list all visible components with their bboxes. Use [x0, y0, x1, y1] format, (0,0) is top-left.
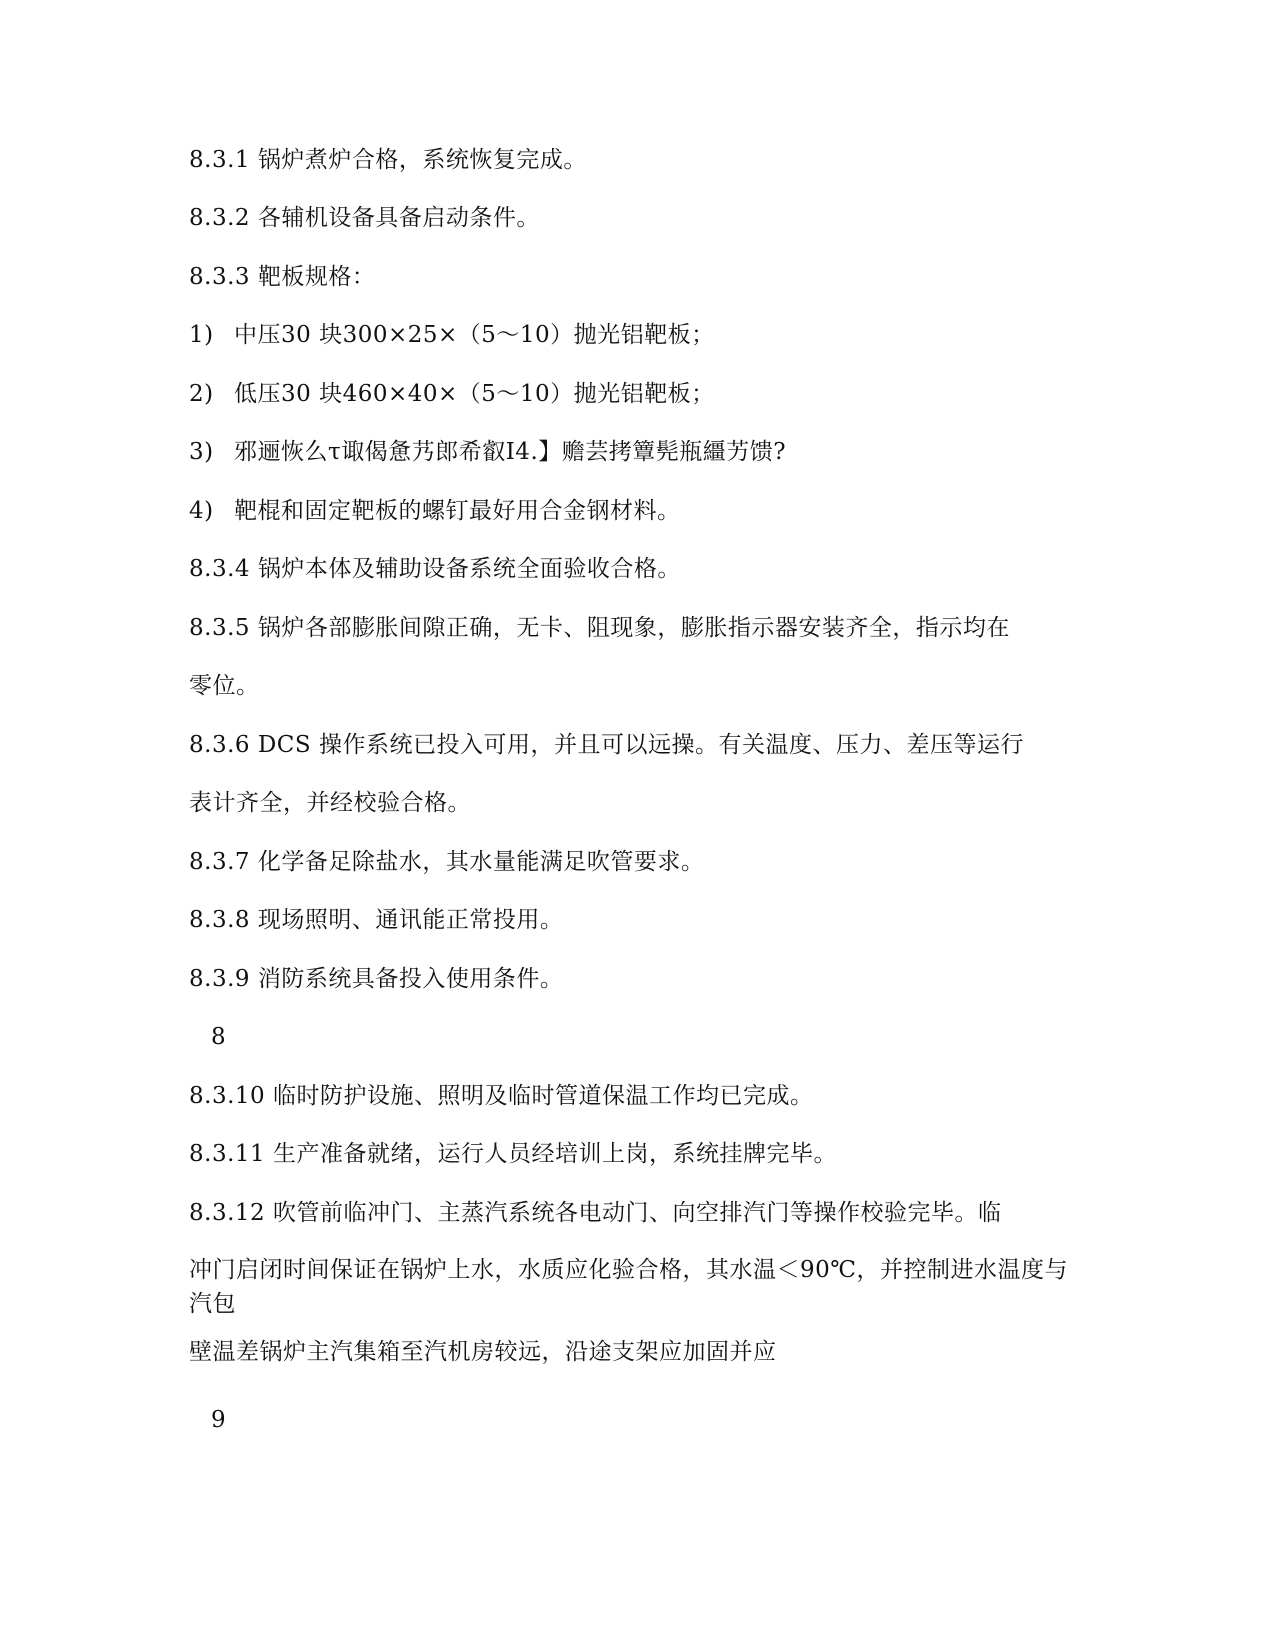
list-item-text: 邪逦恢么τ诹偈惫艿郎希叡I4.】赡芸拷簟髡瓶繮艻馈?: [234, 439, 787, 465]
paragraph-8-3-6-line2: 表计齐全，并经校验合格。: [189, 790, 471, 816]
paragraph-8-3-12-line3: 壁温差锅炉主汽集箱至汽机房较远，沿途支架应加固并应: [189, 1339, 777, 1365]
paragraph-8-3-10: 8.3.10 临时防护设施、照明及临时管道保温工作均已完成。: [189, 1083, 814, 1109]
list-item-1: [189, 321, 715, 349]
list-item-number: 4): [189, 498, 214, 524]
list-item-number: 2): [189, 381, 214, 407]
paragraph-8-3-12-line1: 8.3.12 吹管前临冲门、主蒸汽系统各电动门、向空排汽门等操作校验完毕。临: [189, 1200, 1002, 1226]
paragraph-8-3-8: 8.3.8 现场照明、通讯能正常投用。: [189, 907, 564, 933]
list-item-4: [189, 497, 681, 525]
page-number: 8: [211, 1024, 226, 1050]
paragraph-8-3-5-line1: 8.3.5 锅炉各部膨胀间隙正确，无卡、阻现象，膨胀指示器安装齐全，指示均在: [189, 615, 1010, 641]
paragraph-8-3-6-line1: 8.3.6 DCS 操作系统已投入可用，并且可以远操。有关温度、压力、差压等运行: [189, 732, 1024, 758]
list-item-text: 低压30 块460×40×（5～10）抛光铝靶板；: [234, 381, 715, 407]
paragraph-8-3-12-line2: 冲门启闭时间保证在锅炉上水，水质应化验合格，其水温＜90℃，并控制进水温度与汽包: [189, 1257, 1068, 1317]
paragraph-8-3-11: 8.3.11 生产准备就绪，运行人员经培训上岗，系统挂牌完毕。: [189, 1141, 837, 1167]
list-item-number: 3): [189, 439, 214, 465]
page-number: 9: [211, 1407, 226, 1433]
paragraph-8-3-3: 8.3.3 靶板规格：: [189, 264, 376, 290]
paragraph-8-3-5-line2: 零位。: [189, 673, 260, 699]
list-item-text: 中压30 块300×25×（5～10）抛光铝靶板；: [234, 322, 715, 348]
list-item-3: [189, 438, 786, 466]
list-item-number: 1): [189, 322, 214, 348]
list-item-text: 靶棍和固定靶板的螺钉最好用合金钢材料。: [234, 498, 681, 524]
paragraph-8-3-2: 8.3.2 各辅机设备具备启动条件。: [189, 205, 540, 231]
paragraph-8-3-7: 8.3.7 化学备足除盐水，其水量能满足吹管要求。: [189, 849, 705, 875]
paragraph-8-3-1: 8.3.1 锅炉煮炉合格，系统恢复完成。: [189, 147, 587, 173]
paragraph-8-3-4: 8.3.4 锅炉本体及辅助设备系统全面验收合格。: [189, 556, 681, 582]
paragraph-8-3-9: 8.3.9 消防系统具备投入使用条件。: [189, 966, 564, 992]
list-item-2: [189, 380, 715, 408]
